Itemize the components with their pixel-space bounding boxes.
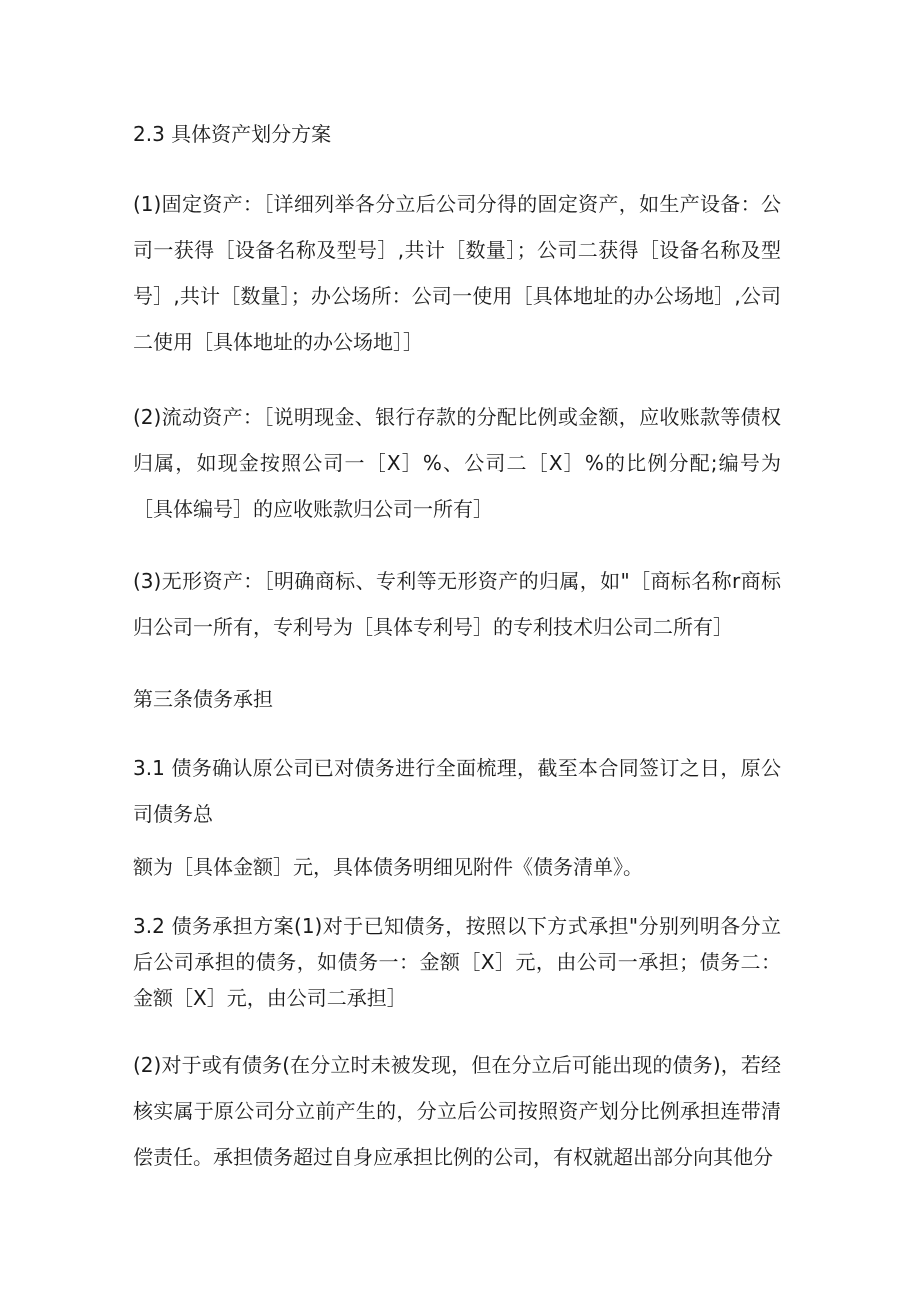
contingent-debt-paragraph: (2)对于或有债务(在分立时未被发现，但在分立后可能出现的债务)，若经核实属于原公司分立前产生的，分立后公司按照资产划分比例承担连带清偿责任。承担债务超过自身应承担比例的公司，有权就超出部分向其他分 bbox=[133, 1053, 781, 1169]
article-3-title: 第三条债务承担 bbox=[133, 687, 273, 711]
current-assets-paragraph: (2)流动资产：［说明现金、银行存款的分配比例或金额，应收账款等债权归属，如现金按照公司一［X］%、公司二［X］%的比例分配;编号为［具体编号］的应收账款归公司一所有］ bbox=[133, 405, 781, 521]
debt-total-paragraph: 额为［具体金额］元，具体债务明细见附件《债务清单》。 bbox=[133, 855, 643, 879]
debt-bearing-plan-paragraph: 3.2 债务承担方案(1)对于已知债务，按照以下方式承担"分别列明各分立后公司承担的债务，如债务一：金额［X］元，由公司一承担；债务二：金额［X］元，由公司二承担］ bbox=[133, 914, 781, 1010]
intangible-assets-paragraph: (3)无形资产：［明确商标、专利等无形资产的归属，如"［商标名称r商标归公司一所有，专利号为［具体专利号］的专利技术归公司二所有］ bbox=[133, 569, 781, 639]
section-heading-2-3: 2.3 具体资产划分方案 bbox=[133, 122, 332, 146]
fixed-assets-paragraph: (1)固定资产：［详细列举各分立后公司分得的固定资产，如生产设备：公司一获得［设备名称及型号］,共计［数量］；公司二获得［设备名称及型号］,共计［数量］；办公场所：公司一使用［具体地址的办公场地］,公司二使用［具体地址的办公场地］］ bbox=[133, 192, 781, 354]
debt-confirmation-paragraph: 3.1 债务确认原公司已对债务进行全面梳理，截至本合同签订之日，原公司债务总 bbox=[133, 756, 781, 826]
